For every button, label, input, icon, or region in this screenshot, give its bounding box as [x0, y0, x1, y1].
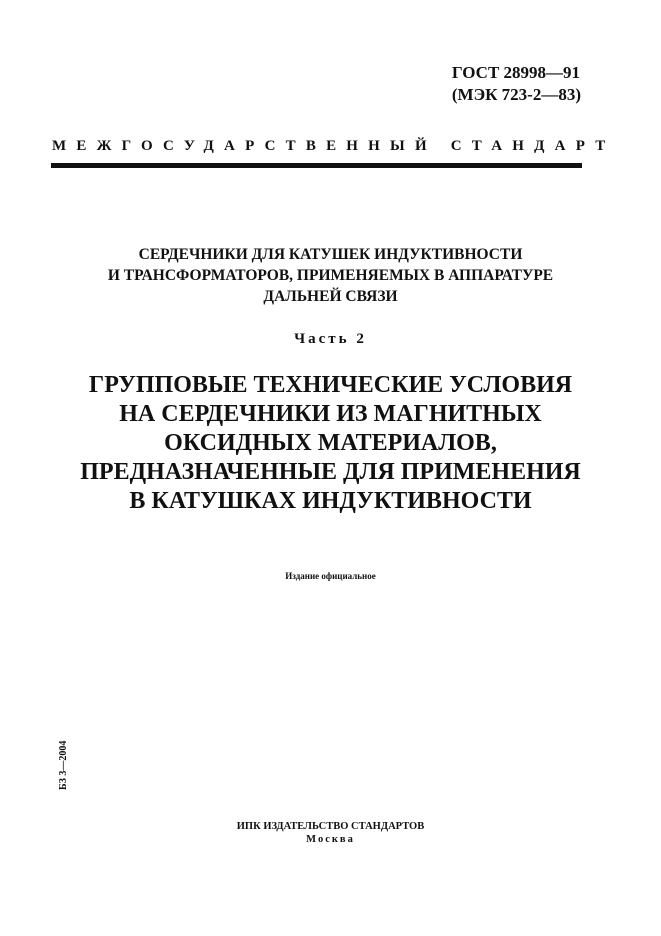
part-label: Часть 2 — [294, 331, 367, 347]
title-line: НА СЕРДЕЧНИКИ ИЗ МАГНИТНЫХ — [119, 401, 542, 427]
standard-number-block — [452, 62, 581, 106]
header-divider — [51, 163, 582, 168]
publisher-block — [40, 820, 621, 846]
title-line: ГРУППОВЫЕ ТЕХНИЧЕСКИЕ УСЛОВИЯ — [88, 372, 573, 398]
subtitle-line: СЕРДЕЧНИКИ ДЛЯ КАТУШЕК ИНДУКТИВНОСТИ — [138, 246, 523, 263]
document-subtitle — [40, 244, 621, 307]
side-code: БЗ 3—2004 — [58, 740, 69, 790]
document-title — [30, 371, 631, 516]
title-line: ПРЕДНАЗНАЧЕННЫЕ ДЛЯ ПРИМЕНЕНИЯ — [80, 459, 581, 485]
title-line: ОКСИДНЫХ МАТЕРИАЛОВ, — [164, 430, 497, 456]
iec-number: (МЭК 723-2—83) — [451, 85, 581, 104]
interstate-standard-label: МЕЖГОСУДАРСТВЕННЫЙ СТАНДАРТ — [52, 138, 616, 154]
edition-note: Издание официальное — [285, 571, 376, 581]
subtitle-line: ДАЛЬНЕЙ СВЯЗИ — [263, 288, 398, 305]
subtitle-line: И ТРАНСФОРМАТОРОВ, ПРИМЕНЯЕМЫХ В АППАРАТУРЕ — [107, 267, 554, 284]
publisher-name: ИПК ИЗДАТЕЛЬСТВО СТАНДАРТОВ — [236, 821, 425, 832]
publisher-city: Москва — [306, 834, 355, 845]
gost-number: ГОСТ 28998—91 — [451, 63, 581, 82]
title-line: В КАТУШКАХ ИНДУКТИВНОСТИ — [129, 488, 532, 514]
